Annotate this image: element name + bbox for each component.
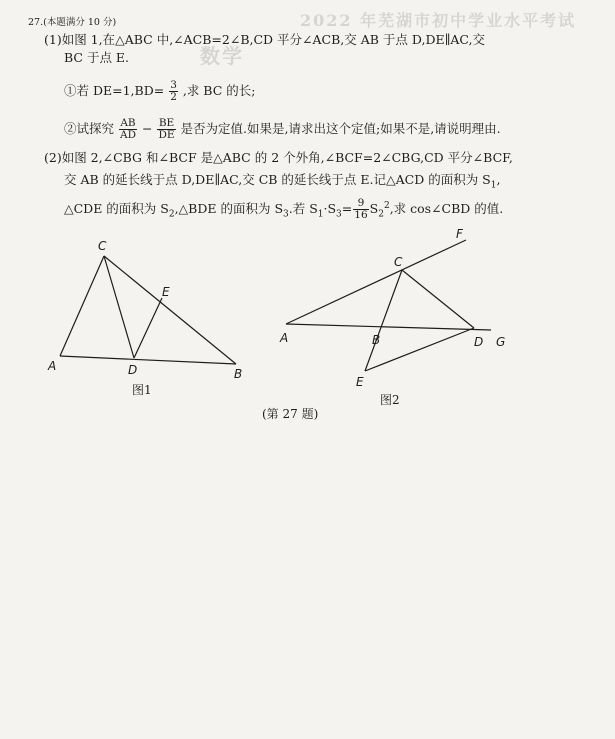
sub2-f2-num: BE	[158, 117, 175, 129]
part2-line2-sub: 1	[490, 180, 497, 191]
fig2-line-AG	[286, 324, 491, 330]
part1-sub2	[64, 118, 501, 141]
fig2-label-C: C	[394, 255, 403, 269]
sub2-fraction-2	[157, 118, 175, 141]
line3-fraction	[353, 198, 368, 221]
line3-d: ·S	[323, 201, 337, 217]
fig2-segment-CD	[402, 270, 474, 328]
part2-line1: (2)如图 2,∠CBG 和∠BCF 是△ABC 的 2 个外角,∠BCF=2∠CBG,CD 平分∠BCF,	[44, 150, 513, 165]
sub2-f2-den: DE	[158, 129, 175, 141]
fig1-segment-CB	[104, 256, 236, 364]
figure-1	[40, 236, 260, 406]
fig1-caption: 图1	[132, 383, 152, 397]
figure-caption-footer: (第 27 题)	[262, 407, 319, 421]
sub1-frac-num: 3	[170, 79, 177, 91]
sub2-text-pre: ②试探究	[64, 121, 115, 136]
sub1-text-pre: ①若 DE=1,BD=	[64, 83, 165, 98]
fig2-caption: 图2	[380, 393, 400, 407]
sub2-minus: −	[142, 121, 153, 136]
bleed-through-subject: 数学	[200, 44, 244, 68]
line3-a: △CDE 的面积为 S	[64, 201, 169, 217]
fig1-label-A: A	[48, 359, 57, 373]
line3-sub-d: 3	[336, 209, 342, 220]
part1-line1: (1)如图 1,在△ABC 中,∠ACB=2∠B,CD 平分∠ACB,交 AB 于点 D,DE∥AC,交	[44, 32, 485, 47]
part1-line2: BC 于点 E.	[64, 50, 130, 65]
sub1-fraction	[169, 80, 178, 103]
fig1-segment-AC	[60, 256, 104, 356]
fig1-label-C: C	[98, 239, 107, 253]
figure-2	[276, 226, 536, 412]
fig1-segment-DE	[134, 298, 162, 358]
line3-sub-f: 2	[378, 209, 384, 220]
part2-line2-post: ,	[496, 172, 501, 187]
fig2-label-F: F	[456, 227, 463, 241]
line3-sub-a: 2	[168, 209, 175, 220]
line3-sub-c: 1	[317, 209, 324, 220]
fig1-segment-AB	[60, 356, 236, 364]
part2-line2-pre: 交 AB 的延长线于点 D,DE∥AC,交 CB 的延长线于点 E.记△ACD 的面积为 S	[64, 172, 491, 187]
line3-sup-f: 2	[383, 201, 390, 211]
line3-frac-den: 16	[354, 209, 368, 222]
line3-g: ,求 cos∠CBD 的值.	[389, 201, 504, 217]
question-header: 27.(本题满分 10 分)	[28, 17, 117, 28]
sub1-text-post: ,求 BC 的长;	[182, 83, 256, 98]
line3-b: ,△BDE 的面积为 S	[174, 201, 284, 217]
part1-sub1	[64, 80, 255, 103]
fig1-label-E: E	[162, 285, 170, 299]
fig1-label-B: B	[234, 367, 243, 381]
sub2-f1-den: AD	[120, 129, 137, 141]
fig2-line-AF	[286, 240, 466, 324]
line3-c: .若 S	[288, 201, 318, 217]
line3-frac-num: 9	[353, 198, 368, 210]
sub1-frac-den: 2	[170, 91, 177, 103]
sub2-text-post: 是否为定值.如果是,请求出这个定值;如果不是,请说明理由.	[180, 121, 501, 136]
line3-sub-b: 3	[283, 209, 289, 220]
sub2-fraction-1	[119, 118, 137, 141]
fig2-label-E: E	[356, 375, 364, 389]
fig1-label-D: D	[128, 363, 138, 377]
fig1-segment-CD	[104, 256, 134, 358]
sub2-f1-num: AB	[120, 117, 136, 129]
part2-line2	[64, 172, 500, 194]
fig2-label-D: D	[474, 335, 484, 349]
fig2-label-B: B	[372, 333, 381, 347]
fig2-label-A: A	[280, 331, 289, 345]
part2-line3	[64, 198, 503, 223]
fig2-label-G: G	[496, 335, 506, 349]
bleed-through-title: 2022 年芜湖市初中学业水平考试	[300, 11, 577, 30]
line3-e: =	[341, 201, 353, 217]
line3-f: S	[369, 201, 379, 217]
fig2-segment-DE	[365, 328, 474, 371]
